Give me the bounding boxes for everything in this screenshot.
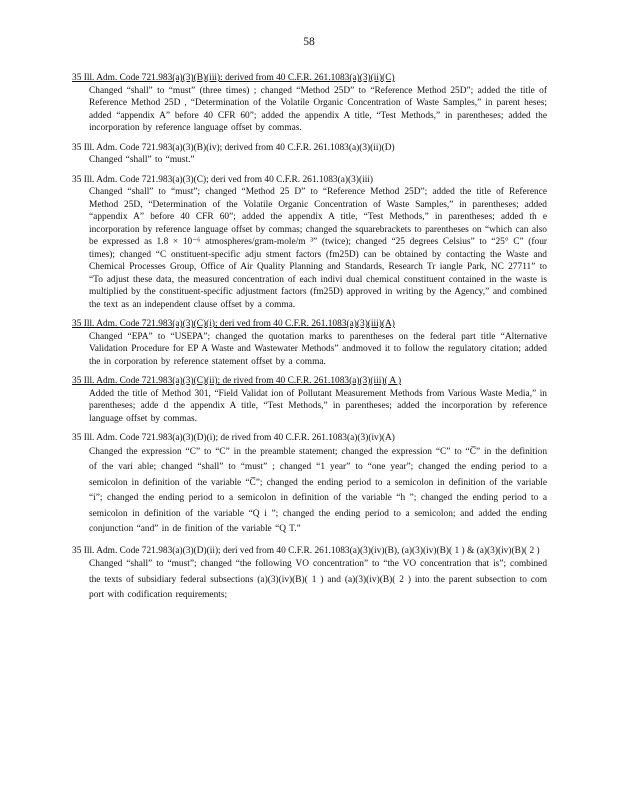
entry-citation: 35 Ill. Adm. Code 721.983(a)(3)(B)(iii): derived from 40 C.F.R. 261.1083(a)(3)(ii)(C) <box>72 73 395 83</box>
entry-description: Changed “EPA” to “USEPA”; changed the quotation marks to parentheses on the federal part title “Alternative Validation Procedure for EP A Waste and Wastewater Methods” andmoved it to follow the regulatory citation; added the in corporation by reference statement offset by a comma. <box>89 331 547 367</box>
page-number: 58 <box>303 36 315 48</box>
derivation-entry-2 <box>72 142 547 167</box>
entry-description: Changed the expression “C” to “C” in the preamble statement; changed the expression “C” to “C̅” in the definition of the vari able; changed “shall” to “must” ; changed “1 year” to “one year”; changed the ending period to a semicolon in definition of the variable “C̅”; changed the ending period to a semicolon in definition of the variable “i”; changed the ending period to a semicolon in definition of the variable “h ”; changed the ending period to a semicolon in definition of the variable “Q i ”; changed the ending period to a semicolon; and added the ending conjunction “and” in de finition of the variable “Q T.” <box>89 446 547 534</box>
entry-citation: 35 Ill. Adm. Code 721.983(a)(3)(C)(ii); de rived from 40 C.F.R. 261.1083(a)(3)(iii)( A ) <box>72 376 402 386</box>
derivation-entry-4 <box>72 318 547 368</box>
derivation-entry-1 <box>72 72 547 135</box>
derivation-entry-3 <box>72 174 547 312</box>
derivation-entry-7 <box>72 545 547 604</box>
derivation-entry-5 <box>72 375 547 425</box>
derivation-entry-6 <box>72 432 547 538</box>
entry-description: Changed “shall” to “must”; changed “the following VO concentration” to “the VO concentration that is”; combined the texts of subsidiary federal subsections (a)(3)(iv)(B)( 1 ) and (a)(3)(iv)(B)( 2 ) into the parent subsection to com port with codification requirements; <box>89 559 547 600</box>
entry-description: Changed “shall” to “must”; changed “Method 25 D” to “Reference Method 25D”; added the title of Reference Method 25D, “Determination of the Volatile Organic Concentration of Waste Samples,” in parentheses; added “appendix A” before 40 CFR 60”; added the appendix A title, “Test Methods,” in parentheses; added th e incorporation by reference language offset by commas; changed the squarebrackets to parentheses on “which can also be expressed as 1.8 × 10⁻⁶ atmospheres/gram-mole/m ³” (twice); changed “25 degrees Celsius” to “25° C” (four times); changed “C onstituent-specific adju stment factors (fm25D) can be obtained by contacting the Waste and Chemical Processes Group, Office of Air Quality Planning and Standards, Research Tr iangle Park, NC 27711” to “To adjust these data, the measured concentration of each indivi dual chemical constituent contained in the waste is multiplied by the constituent-specific adjustment factors (fm25D) approved in writing by the Agency,” and combined the text as an independent clause offset by a comma. <box>89 187 547 310</box>
entry-description: Changed “shall” to “must” (three times) ; changed “Method 25D” to “Reference Method 25D”; added the title of Reference Method 25D , “Determination of the Volatile Organic Concentration of Waste Samples,” in parent heses; added “appendix A” before 40 CFR 60”; added the appendix A title, “Test Methods,” in parentheses; added the incorporation by reference language offset by commas. <box>89 85 547 133</box>
entry-citation: 35 Ill. Adm. Code 721.983(a)(3)(D)(ii); deri ved from 40 C.F.R. 261.1083(a)(3)(iv)(B), (a)(3)(iv)(B)( 1 ) & (a)(3)(iv)(B)( 2 ) <box>72 545 540 556</box>
entry-description: Added the title of Method 301, “Field Validat ion of Pollutant Measurement Methods from Various Waste Media,” in parentheses; adde d the appendix A title, “Test Methods,” in parentheses; added the incorporation by reference language offset by commas. <box>89 388 547 424</box>
entry-citation: 35 Ill. Adm. Code 721.983(a)(3)(B)(iv); derived from 40 C.F.R. 261.1083(a)(3)(ii)(D) <box>72 142 395 153</box>
entry-citation: 35 Ill. Adm. Code 721.983(a)(3)(C)(i); deri ved from 40 C.F.R. 261.1083(a)(3)(iii)(A) <box>72 319 395 329</box>
entry-description: Changed “shall” to “must.” <box>89 155 195 165</box>
entry-citation: 35 Ill. Adm. Code 721.983(a)(3)(D)(i); de rived from 40 C.F.R. 261.1083(a)(3)(iv)(A) <box>72 433 395 443</box>
document-body <box>72 72 547 611</box>
entry-citation: 35 Ill. Adm. Code 721.983(a)(3)(C); deri ved from 40 C.F.R. 261.1083(a)(3)(iii) <box>72 174 374 185</box>
